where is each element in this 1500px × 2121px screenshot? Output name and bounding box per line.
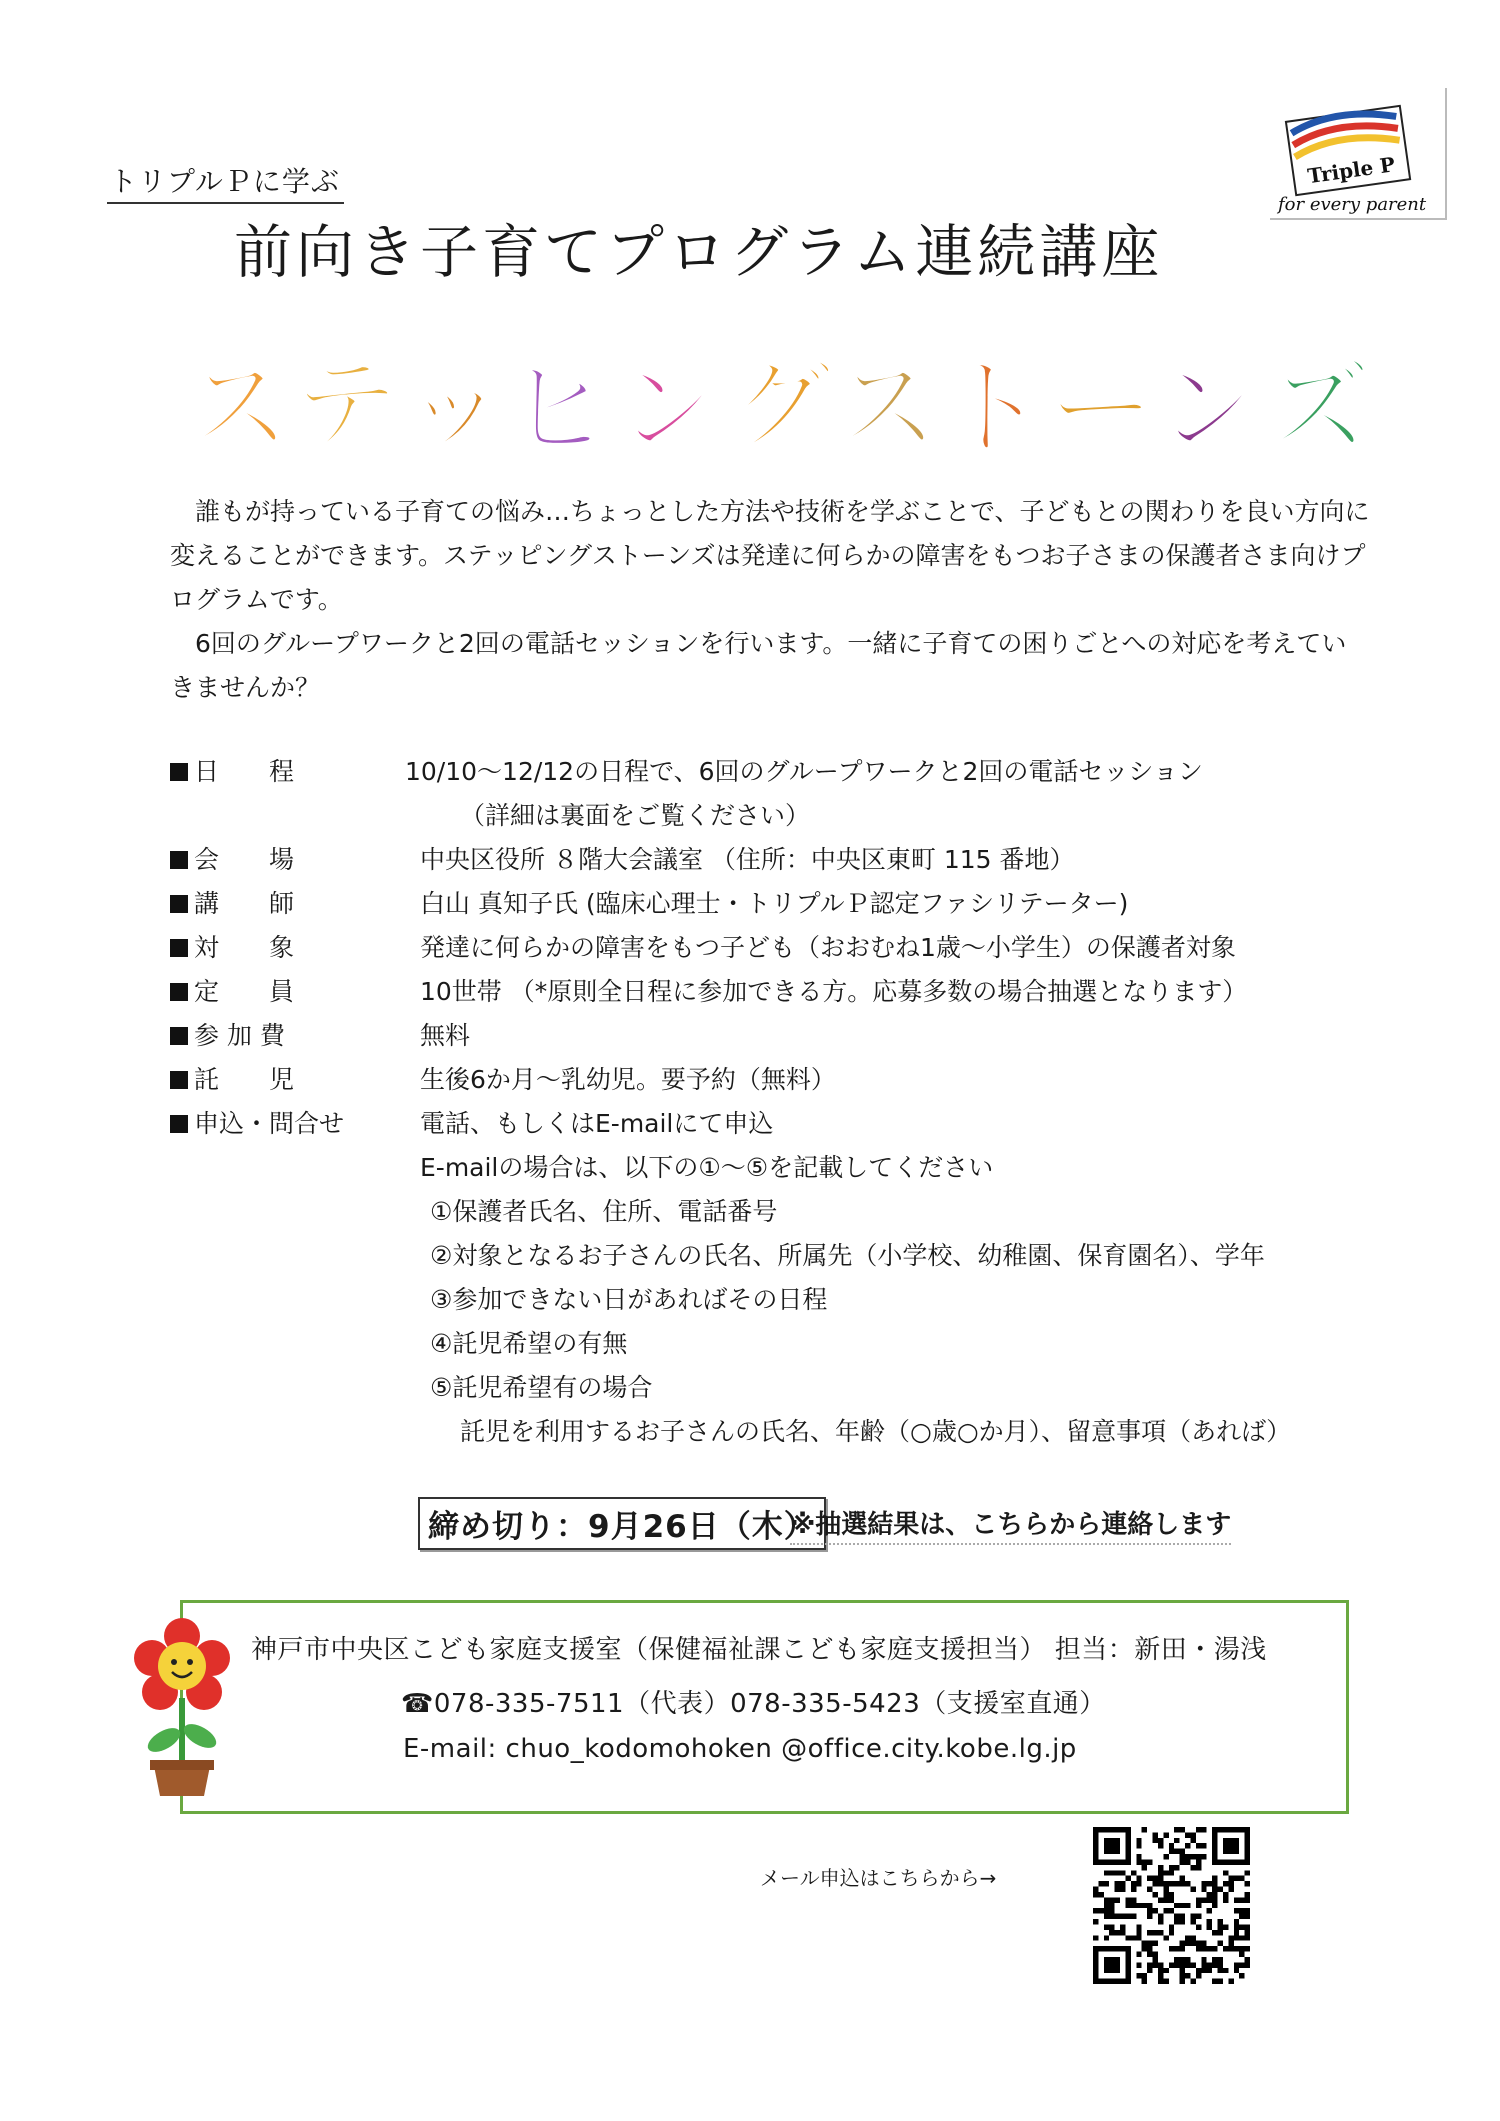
stylized-char: ス — [831, 346, 940, 465]
target-value: 発達に何らかの障害をもつ子ども（おおむね1歳～小学生）の保護者対象 — [420, 933, 1236, 962]
childcare-value: 生後6か月～乳幼児。要予約（無料） — [420, 1065, 836, 1094]
contact-email[interactable]: E-mail: chuo_kodomohoken @office.city.kobe.lg.jp — [403, 1734, 1077, 1764]
detail-row-schedule — [170, 750, 1370, 794]
email-item-3: ③参加できない日があればその日程 — [430, 1285, 828, 1314]
lecturer-label: 講 師 — [194, 889, 295, 918]
intro-text — [170, 490, 1370, 710]
email-item-4: ④託児希望の有無 — [430, 1329, 628, 1358]
venue-value: 中央区役所 ８階大会議室 （住所：中央区東町 115 番地） — [420, 845, 1075, 874]
details-list — [170, 750, 1370, 1454]
email-item-2: ②対象となるお子さんの氏名、所属先（小学校、幼稚園、保育園名）、学年 — [430, 1241, 1265, 1270]
email-item-1: ①保護者氏名、住所、電話番号 — [430, 1197, 778, 1226]
apply-label: 申込・問合せ — [194, 1109, 345, 1138]
schedule-label: 日 程 — [194, 757, 295, 786]
page-title: 前向き子育てプログラム連続講座 — [234, 218, 1164, 286]
detail-row-target — [170, 926, 1370, 970]
capacity-label: 定 員 — [194, 977, 295, 1006]
stylized-char: ン — [615, 346, 724, 465]
logo-text: Triple P — [1306, 152, 1397, 189]
stylized-char: ト — [939, 346, 1048, 465]
stylized-char: ン — [1155, 346, 1264, 465]
intro-paragraph-2: 6回のグループワークと2回の電話セッションを行います。一緒に子育ての困りごとへの対応を考えていきませんか？ — [170, 629, 1347, 702]
schedule-note: （詳細は裏面をご覧ください） — [460, 801, 811, 830]
detail-row-capacity — [170, 970, 1370, 1014]
detail-row-lecturer — [170, 882, 1370, 926]
deadline-note: ※抽選結果は、こちらから連絡します — [790, 1504, 1231, 1545]
intro-paragraph-1: 誰もが持っている子育ての悩み…ちょっとした方法や技術を学ぶことで、子どもとの関わりを良い方向に変えることができます。ステッピングストーンズは発達に何らかの障害をもつお子さまの保護者さま向けプログラムです。 — [170, 497, 1370, 614]
email-instructions: E-mailの場合は、以下の①～⑤を記載してください — [420, 1153, 994, 1182]
stylized-char: テ — [291, 346, 400, 465]
detail-row-childcare — [170, 1058, 1370, 1102]
capacity-value: 10世帯 （*原則全日程に参加できる方。応募多数の場合抽選となります） — [420, 977, 1248, 1006]
stylized-char: ズ — [1263, 346, 1365, 465]
triple-p-logo — [1270, 88, 1447, 220]
supertitle: トリプルＰに学ぶ — [107, 160, 344, 204]
target-label: 対 象 — [194, 933, 295, 962]
email-item-5-detail: 託児を利用するお子さんの氏名、年齢（○歳○か月）、留意事項（あれば） — [460, 1417, 1292, 1446]
qr-label: メール申込はこちらから→ — [760, 1866, 997, 1890]
stylized-char: ー — [1047, 346, 1156, 465]
apply-value: 電話、もしくはE-mailにて申込 — [420, 1109, 774, 1138]
lecturer-value: 白山 真知子氏 (臨床心理士・トリプルＰ認定ファシリテーター) — [420, 889, 1129, 918]
detail-row-apply — [170, 1102, 1370, 1146]
fee-value: 無料 — [420, 1021, 471, 1050]
email-item-5: ⑤託児希望有の場合 — [430, 1373, 653, 1402]
fee-label: 参 加 費 — [194, 1021, 285, 1050]
schedule-value: 10/10～12/12の日程で、6回のグループワークと2回の電話セッション — [405, 757, 1203, 786]
detail-row-venue — [170, 838, 1370, 882]
contact-office: 神戸市中央区こども家庭支援室（保健福祉課こども家庭支援担当） 担当：新田・湯浅 — [251, 1635, 1267, 1665]
logo-tagline: for every parent — [1278, 194, 1427, 215]
stylized-char: ッ — [399, 346, 508, 465]
deadline-box: 締め切り：9月26日（木） — [418, 1497, 826, 1550]
venue-label: 会 場 — [194, 845, 295, 874]
contact-box — [180, 1600, 1349, 1814]
stylized-char: ピ — [507, 346, 616, 465]
stylized-char: グ — [723, 346, 832, 465]
qr-code[interactable] — [1093, 1827, 1250, 1984]
flower-illustration — [132, 1618, 232, 1798]
contact-phone: ☎078-335-7511（代表）078-335-5423（支援室直通） — [401, 1689, 1106, 1719]
childcare-label: 託 児 — [194, 1065, 295, 1094]
stylized-char: ス — [183, 346, 292, 465]
stylized-program-title — [175, 335, 1365, 465]
detail-row-fee — [170, 1014, 1370, 1058]
